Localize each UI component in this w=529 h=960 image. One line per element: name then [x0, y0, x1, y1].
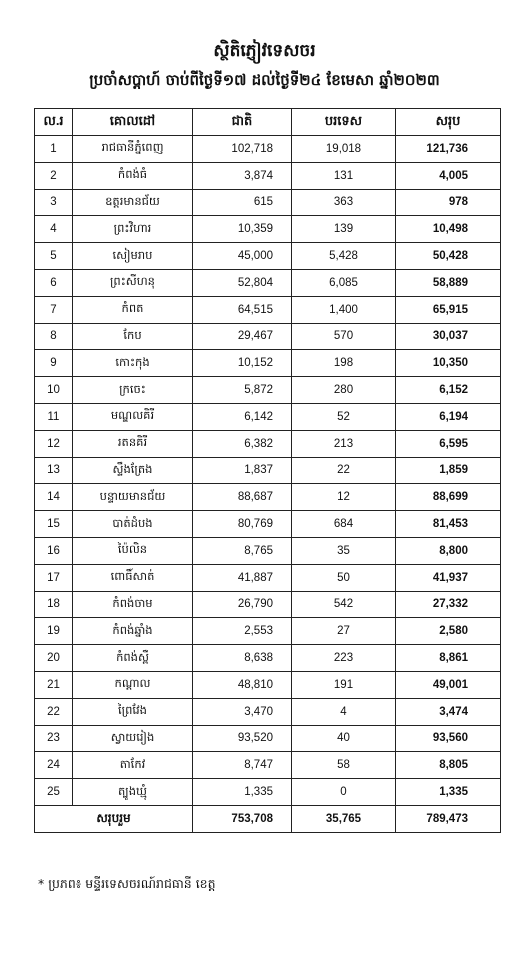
- foreign-cell: 12: [292, 484, 396, 511]
- table-row: [35, 779, 501, 806]
- table-row: [35, 269, 501, 296]
- table-row: [35, 564, 501, 591]
- destination-cell: មណ្ឌលគិរី: [73, 403, 193, 430]
- total-cell: 8,861: [396, 645, 501, 672]
- total-cell: 6,152: [396, 377, 501, 404]
- header-foreign: បរទេស: [292, 109, 396, 136]
- destination-cell: ពោធិ៍សាត់: [73, 564, 193, 591]
- destination-cell: តាកែវ: [73, 752, 193, 779]
- domestic-cell: 6,142: [193, 403, 292, 430]
- table-row: [35, 189, 501, 216]
- destination-cell: កែប: [73, 323, 193, 350]
- row-number: 22: [35, 698, 73, 725]
- header-no: ល.រ: [35, 109, 73, 136]
- foreign-cell: 6,085: [292, 269, 396, 296]
- table-row: [35, 377, 501, 404]
- foreign-cell: 213: [292, 430, 396, 457]
- total-cell: 88,699: [396, 484, 501, 511]
- table-row: [35, 350, 501, 377]
- destination-cell: កំពង់ស្ពឺ: [73, 645, 193, 672]
- total-cell: 2,580: [396, 618, 501, 645]
- total-cell: 4,005: [396, 162, 501, 189]
- table-row: [35, 511, 501, 538]
- destination-cell: រតនគិរី: [73, 430, 193, 457]
- destination-cell: ស្វាយរៀង: [73, 725, 193, 752]
- total-cell: 3,474: [396, 698, 501, 725]
- foreign-cell: 50: [292, 564, 396, 591]
- row-number: 15: [35, 511, 73, 538]
- foreign-cell: 191: [292, 671, 396, 698]
- row-number: 24: [35, 752, 73, 779]
- header-domestic: ជាតិ: [193, 109, 292, 136]
- summary-domestic: 753,708: [193, 805, 292, 832]
- foreign-cell: 0: [292, 779, 396, 806]
- foreign-cell: 198: [292, 350, 396, 377]
- table-row: [35, 457, 501, 484]
- total-cell: 49,001: [396, 671, 501, 698]
- row-number: 19: [35, 618, 73, 645]
- domestic-cell: 5,872: [193, 377, 292, 404]
- total-cell: 93,560: [396, 725, 501, 752]
- row-number: 11: [35, 403, 73, 430]
- table-row: [35, 725, 501, 752]
- source-note: * ប្រភព៖ មន្ទីរទេសចរណ៍រាជធានី ខេត្ត: [38, 876, 216, 891]
- destination-cell: ព្រៃវែង: [73, 698, 193, 725]
- row-number: 18: [35, 591, 73, 618]
- table-row: [35, 136, 501, 163]
- summary-label: សរុបរួម: [35, 805, 193, 832]
- foreign-cell: 542: [292, 591, 396, 618]
- total-cell: 978: [396, 189, 501, 216]
- foreign-cell: 22: [292, 457, 396, 484]
- table-row: [35, 484, 501, 511]
- table-row: [35, 618, 501, 645]
- domestic-cell: 10,359: [193, 216, 292, 243]
- tourist-statistics-table: [34, 108, 501, 833]
- foreign-cell: 35: [292, 537, 396, 564]
- row-number: 14: [35, 484, 73, 511]
- total-cell: 121,736: [396, 136, 501, 163]
- foreign-cell: 4: [292, 698, 396, 725]
- foreign-cell: 280: [292, 377, 396, 404]
- header-total: សរុប: [396, 109, 501, 136]
- table-row: [35, 537, 501, 564]
- total-cell: 8,805: [396, 752, 501, 779]
- row-number: 5: [35, 243, 73, 270]
- domestic-cell: 41,887: [193, 564, 292, 591]
- total-cell: 1,335: [396, 779, 501, 806]
- row-number: 6: [35, 269, 73, 296]
- domestic-cell: 102,718: [193, 136, 292, 163]
- row-number: 17: [35, 564, 73, 591]
- domestic-cell: 8,765: [193, 537, 292, 564]
- domestic-cell: 80,769: [193, 511, 292, 538]
- row-number: 20: [35, 645, 73, 672]
- domestic-cell: 88,687: [193, 484, 292, 511]
- destination-cell: ត្បូងឃ្មុំ: [73, 779, 193, 806]
- domestic-cell: 1,335: [193, 779, 292, 806]
- foreign-cell: 5,428: [292, 243, 396, 270]
- foreign-cell: 27: [292, 618, 396, 645]
- domestic-cell: 8,747: [193, 752, 292, 779]
- table-row: [35, 243, 501, 270]
- domestic-cell: 29,467: [193, 323, 292, 350]
- table-row: [35, 216, 501, 243]
- foreign-cell: 1,400: [292, 296, 396, 323]
- summary-row: [35, 805, 501, 832]
- foreign-cell: 684: [292, 511, 396, 538]
- destination-cell: កំពង់ចាម: [73, 591, 193, 618]
- foreign-cell: 139: [292, 216, 396, 243]
- table-row: [35, 752, 501, 779]
- domestic-cell: 3,470: [193, 698, 292, 725]
- total-cell: 6,595: [396, 430, 501, 457]
- destination-cell: កំពង់ឆ្នាំង: [73, 618, 193, 645]
- row-number: 2: [35, 162, 73, 189]
- domestic-cell: 93,520: [193, 725, 292, 752]
- total-cell: 58,889: [396, 269, 501, 296]
- foreign-cell: 58: [292, 752, 396, 779]
- summary-total: 789,473: [396, 805, 501, 832]
- domestic-cell: 6,382: [193, 430, 292, 457]
- domestic-cell: 52,804: [193, 269, 292, 296]
- row-number: 8: [35, 323, 73, 350]
- header-destination: គោលដៅ: [73, 109, 193, 136]
- destination-cell: កោះកុង: [73, 350, 193, 377]
- destination-cell: កណ្ដាល: [73, 671, 193, 698]
- table-row: [35, 645, 501, 672]
- domestic-cell: 45,000: [193, 243, 292, 270]
- destination-cell: ប៉ៃលិន: [73, 537, 193, 564]
- table-row: [35, 430, 501, 457]
- foreign-cell: 40: [292, 725, 396, 752]
- page-subtitle: ប្រចាំសប្តាហ៍ ចាប់ពីថ្ងៃទី១៧ ដល់ថ្ងៃទី២៤ ខែមេសា ឆ្នាំ២០២៣: [89, 71, 440, 89]
- domestic-cell: 2,553: [193, 618, 292, 645]
- domestic-cell: 615: [193, 189, 292, 216]
- destination-cell: ឧត្តរមានជ័យ: [73, 189, 193, 216]
- table-row: [35, 403, 501, 430]
- table-row: [35, 296, 501, 323]
- total-cell: 6,194: [396, 403, 501, 430]
- domestic-cell: 8,638: [193, 645, 292, 672]
- destination-cell: កំពត: [73, 296, 193, 323]
- total-cell: 41,937: [396, 564, 501, 591]
- destination-cell: ក្រចេះ: [73, 377, 193, 404]
- destination-cell: កំពង់ធំ: [73, 162, 193, 189]
- table-row: [35, 671, 501, 698]
- row-number: 1: [35, 136, 73, 163]
- row-number: 3: [35, 189, 73, 216]
- domestic-cell: 3,874: [193, 162, 292, 189]
- domestic-cell: 1,837: [193, 457, 292, 484]
- domestic-cell: 10,152: [193, 350, 292, 377]
- foreign-cell: 131: [292, 162, 396, 189]
- destination-cell: ស្ទឹងត្រែង: [73, 457, 193, 484]
- row-number: 21: [35, 671, 73, 698]
- row-number: 13: [35, 457, 73, 484]
- table-row: [35, 323, 501, 350]
- page-title: ស្ថិតិភ្ញៀវទេសចរ: [213, 41, 316, 61]
- destination-cell: បាត់ដំបង: [73, 511, 193, 538]
- total-cell: 65,915: [396, 296, 501, 323]
- row-number: 4: [35, 216, 73, 243]
- row-number: 9: [35, 350, 73, 377]
- domestic-cell: 64,515: [193, 296, 292, 323]
- total-cell: 50,428: [396, 243, 501, 270]
- domestic-cell: 48,810: [193, 671, 292, 698]
- destination-cell: រាជធានីភ្នំពេញ: [73, 136, 193, 163]
- row-number: 25: [35, 779, 73, 806]
- foreign-cell: 52: [292, 403, 396, 430]
- total-cell: 81,453: [396, 511, 501, 538]
- foreign-cell: 19,018: [292, 136, 396, 163]
- total-cell: 10,350: [396, 350, 501, 377]
- foreign-cell: 363: [292, 189, 396, 216]
- foreign-cell: 570: [292, 323, 396, 350]
- table-header-row: [35, 109, 501, 136]
- total-cell: 10,498: [396, 216, 501, 243]
- total-cell: 8,800: [396, 537, 501, 564]
- row-number: 16: [35, 537, 73, 564]
- row-number: 12: [35, 430, 73, 457]
- table-row: [35, 162, 501, 189]
- table-row: [35, 698, 501, 725]
- table-row: [35, 591, 501, 618]
- destination-cell: ព្រះវិហារ: [73, 216, 193, 243]
- summary-foreign: 35,765: [292, 805, 396, 832]
- row-number: 7: [35, 296, 73, 323]
- destination-cell: បន្ទាយមានជ័យ: [73, 484, 193, 511]
- total-cell: 27,332: [396, 591, 501, 618]
- foreign-cell: 223: [292, 645, 396, 672]
- row-number: 10: [35, 377, 73, 404]
- destination-cell: សៀមរាប: [73, 243, 193, 270]
- destination-cell: ព្រះសីហនុ: [73, 269, 193, 296]
- row-number: 23: [35, 725, 73, 752]
- total-cell: 1,859: [396, 457, 501, 484]
- domestic-cell: 26,790: [193, 591, 292, 618]
- total-cell: 30,037: [396, 323, 501, 350]
